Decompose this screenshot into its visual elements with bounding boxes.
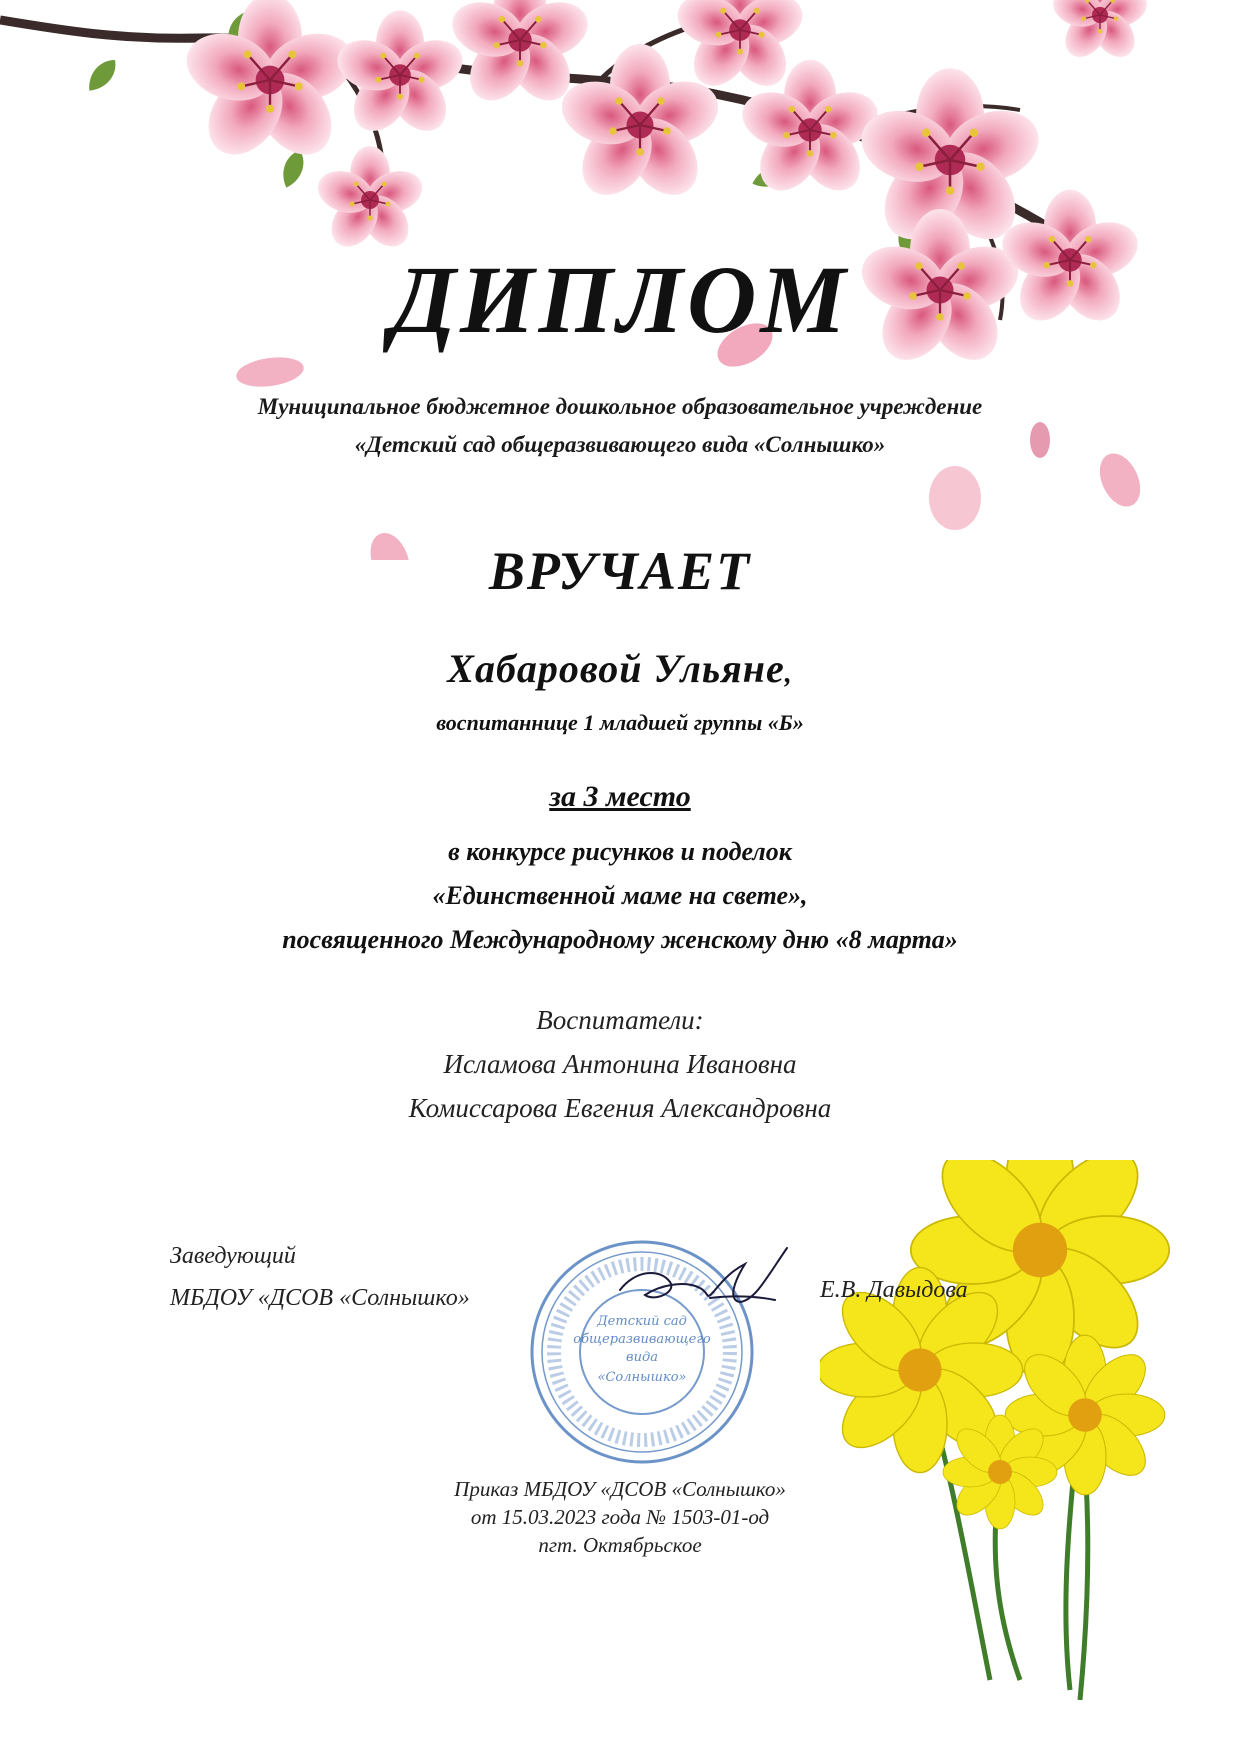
- recipient-name-line: [0, 645, 1240, 692]
- handwritten-signature: [615, 1240, 795, 1320]
- head-position-line-2: МБДОУ «ДСОВ «Солнышко»: [170, 1285, 470, 1311]
- teacher-name-1: Исламова Антонина Ивановна: [443, 1049, 797, 1079]
- recipient-group: воспитаннице 1 младшей группы «Б»: [436, 710, 804, 735]
- teachers-label: Воспитатели:: [536, 1005, 704, 1035]
- stamp-text-4: «Солнышко»: [597, 1370, 687, 1385]
- institution-line-1: Муниципальное бюджетное дошкольное образовательное учреждение: [257, 394, 983, 419]
- stamp-text-3: вида: [626, 1350, 658, 1365]
- institution-line-2: «Детский сад общеразвивающего вида «Солнышко»: [354, 432, 886, 457]
- diploma-title: ДИПЛОМ: [390, 246, 850, 354]
- institution-name: [100, 388, 1140, 464]
- order-line-3: пгт. Октябрьское: [538, 1533, 702, 1557]
- stamp-text-1: Детский сад: [597, 1314, 687, 1329]
- awards-heading: ВРУЧАЕТ: [488, 541, 752, 601]
- order-line-1: Приказ МБДОУ «ДСОВ «Солнышко»: [454, 1477, 786, 1501]
- contest-line-2: «Единственной маме на свете»,: [432, 881, 808, 910]
- stamp-text-2: общеразвивающего: [573, 1332, 711, 1347]
- teacher-name-2: Комиссарова Евгения Александровна: [408, 1093, 832, 1123]
- contest-line-1: в конкурсе рисунков и поделок: [448, 837, 792, 866]
- recipient-comma: ,: [784, 658, 793, 689]
- teachers-block: [0, 998, 1240, 1130]
- order-reference: [0, 1475, 1240, 1559]
- contest-description: [0, 830, 1240, 962]
- head-name: Е.В. Давыдова: [820, 1277, 968, 1303]
- recipient-name: Хабаровой Ульяне: [447, 646, 785, 691]
- contest-line-3: посвященного Международному женскому дню «8 марта»: [282, 925, 958, 954]
- head-position-line-1: Заведующий: [170, 1243, 296, 1269]
- order-line-2: от 15.03.2023 года № 1503-01-од: [470, 1505, 770, 1529]
- award-place: за 3 место: [549, 780, 691, 813]
- head-position: [170, 1235, 470, 1319]
- yellow-daisies-decoration: [820, 1160, 1180, 1700]
